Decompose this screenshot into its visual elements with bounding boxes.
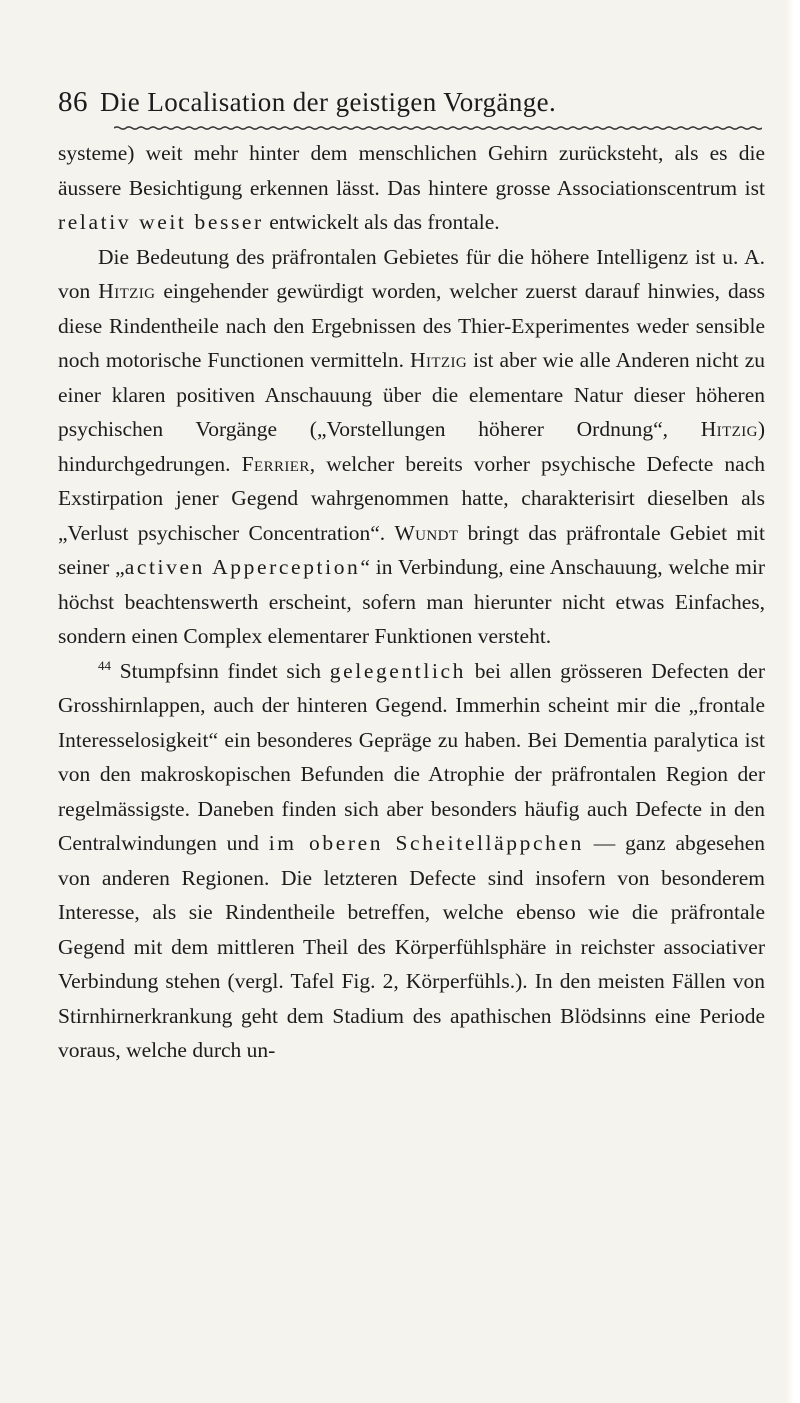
running-title: Die Localisation der geistigen Vorgänge.	[100, 87, 557, 117]
text-run: ist aber wie alle Anderen nicht zu einer klaren positiven Anschauung über die elementare Natur dieser höheren psychischen Vorgänge („Vorstellungen höherer Ordnung“,	[58, 348, 765, 441]
text-run: ) hindurchgedrungen.	[58, 417, 765, 476]
page-header	[58, 82, 758, 122]
text-run: , welcher bereits vorher psychische Defecte nach Exstirpation jener Gegend wahrgenommen hatte, charakterisirt dieselben als „Verlust psychischer Concentration“.	[58, 451, 765, 545]
author-name: Wundt	[394, 520, 459, 545]
text-run: bei allen grösseren Defecten der Grosshirnlappen, auch der hinteren Gegend. Immerhin scheint mir die „frontale Interesselosigkeit“ ein besonderes Gepräge zu haben. Bei Dementia paralytica ist von den makroskopischen Befunden die Atrophie der präfrontalen Region der regelmässigste. Daneben finden sich aber besonders häufig auch Defecte in den Centralwindungen und	[58, 658, 765, 855]
author-name: Hitzig	[410, 348, 468, 372]
spaced-emphasis: relativ weit besser	[58, 210, 264, 234]
wavy-rule-graphic	[114, 124, 762, 132]
text-run: systeme) weit mehr hinter dem menschlichen Gehirn zurücksteht, als es die äussere Besichtigung erkennen lässt. Das hintere grosse Associationscentrum ist	[58, 141, 765, 200]
body-text	[58, 136, 765, 1068]
page-number: 86	[58, 86, 88, 118]
text-run: Die Bedeutung des präfrontalen Gebietes für die höhere Intelligenz ist u. A. von	[58, 244, 765, 303]
spaced-emphasis: activen Apperception	[124, 555, 361, 579]
author-name: Hitzig	[700, 417, 758, 441]
text-run: “ in Verbindung, eine Anschauung, welche mir höchst beachtenswerth erscheint, sofern man hierunter nicht etwas Einfaches, sondern einen Complex elementarer Funktionen versteht.	[58, 555, 765, 648]
author-name: Hitzig	[98, 279, 156, 303]
spaced-emphasis: gelegentlich	[329, 658, 467, 683]
spaced-emphasis: im oberen Scheitelläppchen	[268, 831, 584, 855]
paragraph-1	[58, 136, 765, 240]
page-edge	[786, 0, 800, 1403]
paragraph-3	[58, 654, 765, 1068]
text-run: eingehender gewürdigt worden, welcher zuerst darauf hinwies, dass diese Rindentheile nach den Ergebnissen des Thier-Experimentes weder sensible noch motorische Functionen vermitteln.	[58, 279, 766, 372]
author-name: Ferrier	[241, 451, 310, 476]
text-run: entwickelt als das frontale.	[263, 210, 500, 234]
text-run: Stumpfsinn findet sich	[111, 658, 330, 683]
footnote-marker: 44	[98, 657, 111, 673]
header-wavy-rule	[114, 124, 762, 132]
text-run: bringt das präfrontale Gebiet mit seiner „	[58, 520, 765, 579]
paragraph-2	[58, 240, 765, 654]
text-run: — ganz abgesehen von anderen Regionen. Die letzteren Defecte sind insofern von besonderem Interesse, als sie Rindentheile betreffen, welche ebenso wie die präfrontale Gegend mit dem mittleren Theil des Körperfühlsphäre in reichster associativer Verbindung stehen (vergl. Tafel Fig. 2, Körperfühls.). In den meisten Fällen von Stirnhirnerkrankung geht dem Stadium des apathischen Blödsinns eine Periode voraus, welche durch un-	[58, 831, 765, 1062]
